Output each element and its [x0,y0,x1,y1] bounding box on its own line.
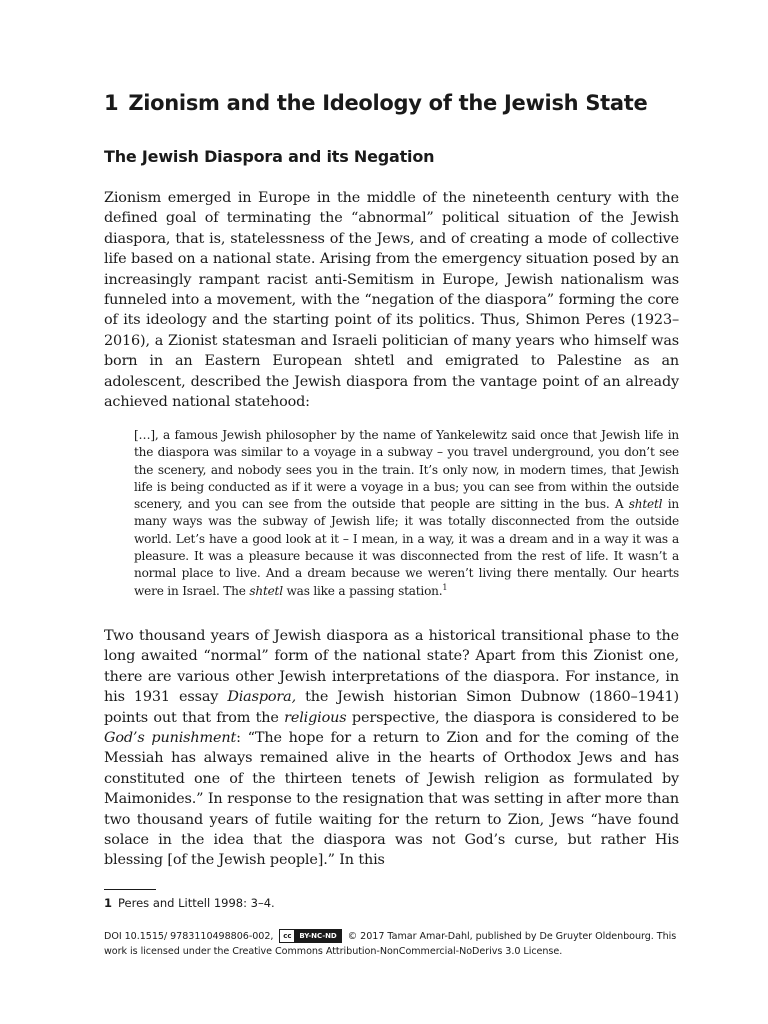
cc-icon: cc [280,930,295,942]
quote-text: in many ways was the subway of Jewish life; it was totally disconnected from the outside world. Let’s have a good look at it – I mean, in a way, it was a dream and in a way it was a pleasure. It was a pleasure because it was disconnected from the rest of life. It wasn’t a normal place to live. And a dream because we weren’t living there mentally. Our hearts were in Israel. The [134,497,679,598]
license-notice [104,929,679,959]
footnote [104,895,679,911]
quote-italic: shtetl [249,583,283,598]
paragraph-text: Two thousand years of Jewish diaspora as a historical transitional phase to the long awaited “normal” form of the national state? Apart from this Zionist one, there are various other Jewish interpretations of the diaspora. For instance, in his 1931 essay [104,628,679,706]
footnote-number: 1 [104,896,113,910]
doi-link[interactable]: DOI 10.1515/ 9783110498806-002, [104,931,274,942]
quote-text: was like a passing station. [282,583,443,598]
copyright-text: © 2017 Tamar Amar-Dahl, published by De Gruyter Oldenbourg. [347,931,654,942]
chapter-number: 1 [104,91,119,115]
license-statement: This work is licensed under the Creative Commons Attribution-NonCommercial-NoDerivs 3.0 License. [104,931,677,957]
chapter-title-text: Zionism and the Ideology of the Jewish State [128,91,648,115]
section-title: The Jewish Diaspora and its Negation [104,147,435,166]
body-paragraph-1: Zionism emerged in Europe in the middle of the nineteenth century with the defined goal of terminating the “abnormal” political situation of the Jewish diaspora, that is, statelessness of the Jews, and of creating a mode of collective life based on a national state. Arising from the emergency situation posed by an increasingly rampant racist anti-Semitism in Europe, Jewish nationalism was funneled into a movement, with the “negation of the diaspora” forming the core of its ideology and the starting point of its politics. Thus, Shimon Peres (1923–2016), a Zionist statesman and Israeli politician of many years who himself was born in an Eastern European shtetl and emigrated to Palestine as an adolescent, described the Jewish diaspora from the vantage point of an already achieved national statehood: [104,190,679,411]
quote-text: […], a famous Jewish philosopher by the name of Yankelewitz said once that Jewish life in the diaspora was similar to a voyage in a subway – you travel underground, you don’t see the scenery, and nobody sees you in the train. It’s only now, in modern times, that Jewish life is being conducted as if it were a voyage in a bus; you can see from within the outside scenery, and you can see from the outside that people are sitting in the bus. A [134,428,679,512]
quote-italic: shtetl [628,497,663,512]
chapter-title [104,86,704,120]
body-paragraph-2 [104,626,679,871]
cc-license-badge[interactable] [279,929,341,943]
paragraph-italic: God’s punishment [104,730,237,747]
paragraph-italic: religious [284,709,347,726]
paragraph-text: perspective, the diaspora is considered to be [346,709,679,726]
footnote-divider [104,889,156,890]
footnote-text: Peres and Littell 1998: 3–4. [118,896,275,910]
footnote-reference[interactable]: 1 [442,582,448,592]
paragraph-italic: Diaspora, [227,689,297,706]
block-quote [134,427,679,600]
paragraph-text: : “The hope for a return to Zion and for the coming of the Messiah has always remained alive in the hearts of Orthodox Jews and has constituted one of the thirteen tenets of Jewish religion as formulated by Maimonides.” In response to the resignation that was setting in after more than two thousand years of futile waiting for the return to Zion, Jews “have found solace in the idea that the diaspora was not God’s curse, but rather His blessing [of the Jewish people].” In this [104,730,679,869]
cc-badge-text: BY-NC-ND [299,932,337,940]
paragraph-text: the Jewish historian Simon Dubnow (1860–1941) points out that from the [104,689,679,726]
